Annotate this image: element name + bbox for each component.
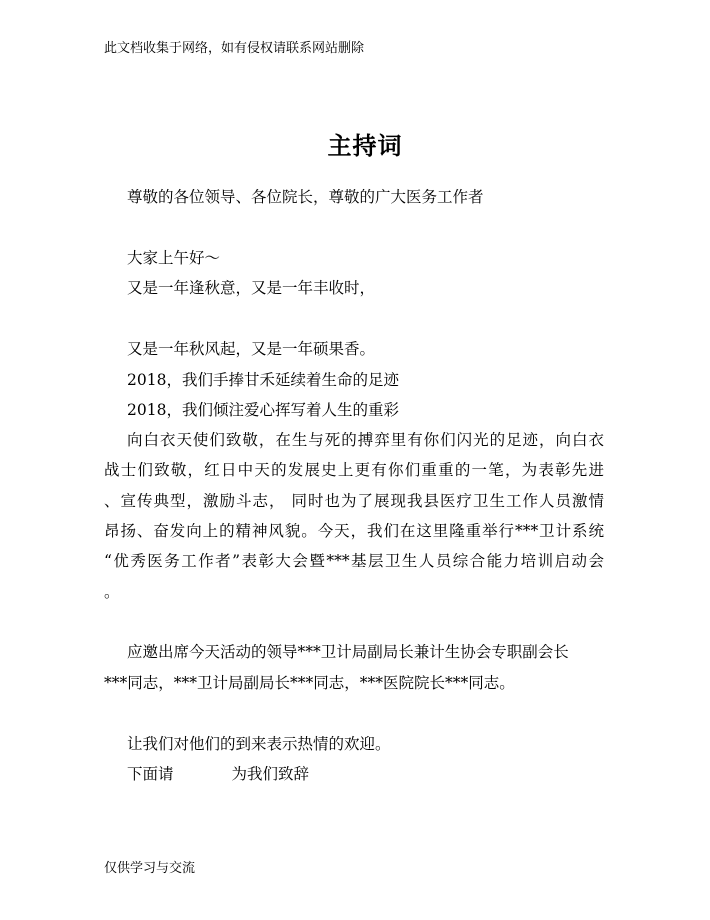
autumn-line-2: 又是一年秋风起，又是一年硕果香。 xyxy=(127,340,376,358)
greeting-line: 尊敬的各位领导、各位院长，尊敬的广大医务工作者 xyxy=(127,188,484,206)
guests-line: 应邀出席今天活动的领导***卫计局副局长兼计生协会专职副会长 xyxy=(127,643,569,661)
autumn-line-1: 又是一年逢秋意，又是一年丰收时， xyxy=(127,279,376,297)
invite-suffix: 为我们致辞 xyxy=(231,765,310,783)
invite-line xyxy=(127,764,309,784)
tribute-line: 昂扬、奋发向上的精神风貌。今天，我们在这里隆重举行***卫计系统 xyxy=(104,522,604,540)
document-title: 主持词 xyxy=(327,131,403,160)
welcome-line: 让我们对他们的到来表示热情的欢迎。 xyxy=(127,735,391,753)
tribute-line: 。 xyxy=(104,583,120,601)
line-2018-a: 2018，我们手捧甘禾延续着生命的足迹 xyxy=(127,371,399,389)
tribute-line: 、宣传典型，激励斗志， 同时也为了展现我县医疗卫生工作人员激情 xyxy=(104,492,604,510)
header-note: 此文档收集于网络，如有侵权请联系网站删除 xyxy=(104,41,365,56)
invite-prefix: 下面请 xyxy=(127,765,174,783)
line-2018-b: 2018，我们倾注爱心挥写着人生的重彩 xyxy=(127,401,399,419)
tribute-line: 向白衣天使们致敬，在生与死的搏弈里有你们闪光的足迹，向白衣 xyxy=(127,431,604,449)
tribute-line: “优秀医务工作者”表彰大会暨***基层卫生人员综合能力培训启动会 xyxy=(104,552,604,570)
guests-line: ***同志，***卫计局副局长***同志，***医院院长***同志。 xyxy=(104,674,515,692)
tribute-line: 战士们致敬，红日中天的发展史上更有你们重重的一笔，为表彰先进 xyxy=(104,461,604,479)
footer-note: 仅供学习与交流 xyxy=(104,861,196,876)
hello-line: 大家上午好～ xyxy=(127,249,221,267)
